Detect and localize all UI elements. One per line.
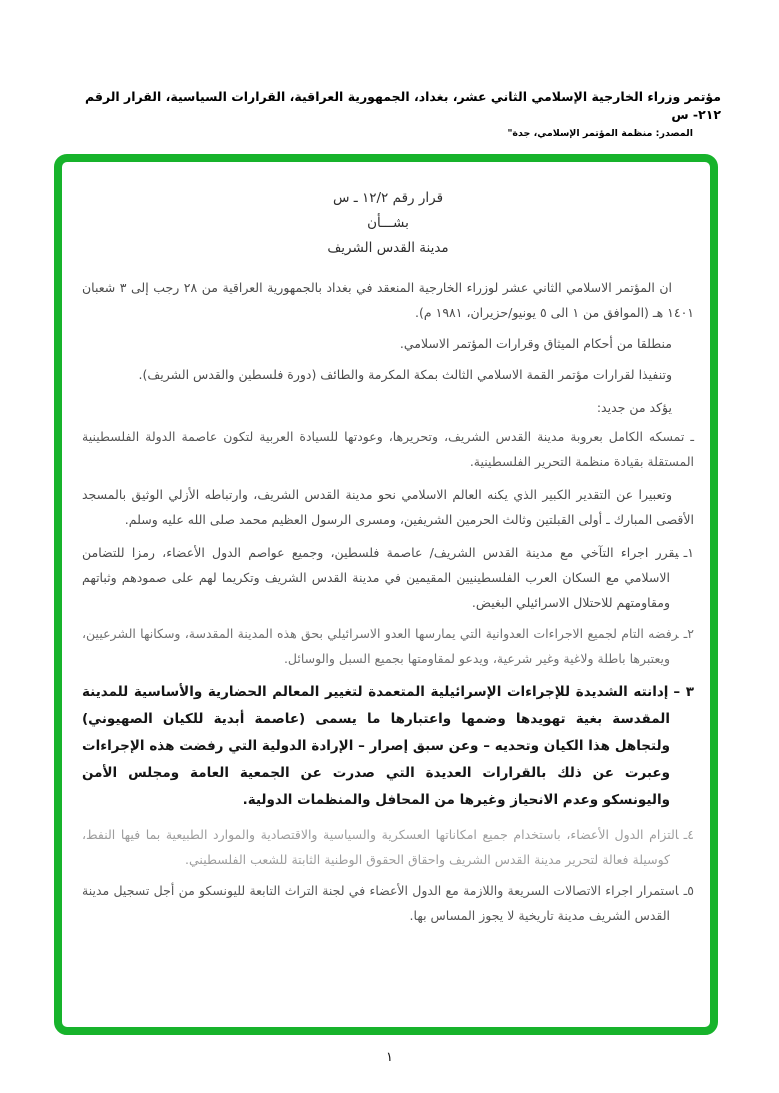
item-4-text: التزام الدول الأعضاء، باستخدام جميع امكاناتها العسكرية والسياسية والاقتصادية والموارد الطبيعية بما فيها النفط، كوسيلة فعالة لتحرير مدينة القدس الشريف واحقاق الحقوق الوطنية الثابتة للشعب الفلسطيني.: [82, 827, 679, 867]
tribute-paragraph: وتعبيرا عن التقدير الكبير الذي يكنه العالم الاسلامي نحو مدينة القدس الشريف، وارتباطه الأزلي الوثيق بالمسجد الأقصى المبارك ـ أولى القبلتين وثالث الحرمين الشريفين، ومسرى الرسول العظيم محمد صلى الله عليه وسلم.: [82, 487, 694, 527]
item-1-text: يقرر اجراء التآخي مع مدينة القدس الشريف/ عاصمة فلسطين، وجميع عواصم الدول الأعضاء، رمزا للتضامن الاسلامي مع السكان العرب الفلسطينيين المقيمين في مدينة القدس الشريف وتكريما لهم على صمودهم وثباتهم ومقاومتهم للاحتلال الاسرائيلي البغيض.: [82, 545, 679, 610]
preamble-charter-paragraph: منطلقا من أحكام الميثاق وقرارات المؤتمر الاسلامي.: [399, 336, 672, 351]
preamble-summit-paragraph: وتنفيذا لقرارات مؤتمر القمة الاسلامي الثالث بمكة المكرمة والطائف (دورة فلسطين والقدس الشريف).: [138, 367, 672, 382]
resolution-item-4: [82, 822, 694, 872]
green-highlight-frame: [54, 154, 718, 1035]
reaffirm-heading: يؤكد من جديد:: [596, 400, 672, 415]
item-5-text: استمرار اجراء الاتصالات السريعة واللازمة مع الدول الأعضاء في لجنة التراث التابعة لليونسكو من أجل تسجيل مدينة القدس الشريف مدينة تاريخية لا يجوز المساس بها.: [82, 883, 679, 923]
item-1-number: ١ـ: [683, 545, 694, 560]
item-3-text: إدانته الشديدة للإجراءات الإسرائيلية المتعمدة لتغيير المعالم الحضارية والأساسية للمدينة المقدسة بغية تهويدها وضمها واعتبارها ما يسمى (عاصمة أبدية للكيان الصهيوني) ولتجاهل هذا الكيان وتحديه – وعن سبق إصرار – الإرادة الدولية التي رفضت هذه الإجراءات وعبرت عن ذلك بالقرارات العديدة التي صدرت عن الجمعية العامة ومجلس الأمن واليونسكو وعدم الانحياز وغيرها من المحافل والمنظمات الدولية.: [82, 684, 670, 808]
resolution-subject-line: مدينة القدس الشريف: [327, 240, 449, 256]
header-conference-title: مؤتمر وزراء الخارجية الإسلامي الثاني عشر، بغداد، الجمهورية العراقية، القرارات السياسية، القرار الرقم ٢١٢- س: [84, 89, 721, 122]
reaffirm-bullet-paragraph: ـ تمسكه الكامل بعروبة مدينة القدس الشريف، وتحريرها، وعودتها للسيادة العربية لتكون عاصمة الدولة الفلسطينية المستقلة بقيادة منظمة التحرير الفلسطينية.: [82, 429, 694, 469]
preamble-session-paragraph: ان المؤتمر الاسلامي الثاني عشر لوزراء الخارجية المنعقد في بغداد بالجمهورية العراقية من ٢٨ رجب إلى ٣ شعبان ١٤٠١ هـ (الموافق من ١ الى ٥ يونيو/حزيران، ١٩٨١ م).: [82, 280, 694, 320]
resolution-body: [62, 162, 710, 936]
resolution-item-2: [82, 621, 694, 671]
resolution-regarding-line: بشـــأن: [367, 215, 409, 231]
resolution-number-line: قرار رقم ١٢/٢ ـ س: [332, 190, 444, 206]
item-2-text: رفضه التام لجميع الاجراءات العدوانية التي يمارسها العدو الاسرائيلي بحق هذه المدينة المقدسة، وسكانها الشرعيين، ويعتبرها باطلة ولاغية وغير شرعية، ويدعو لمقاومتها بجميع السبل والوسائل.: [82, 626, 679, 666]
page-number: ١: [386, 1050, 393, 1065]
resolution-item-5: [82, 878, 694, 928]
header-source-line: المصدر: منظمة المؤتمر الإسلامي، جدة": [507, 128, 693, 139]
document-header: [58, 88, 721, 139]
item-4-number: ٤ـ: [683, 827, 694, 842]
resolution-title-block: [82, 186, 694, 261]
item-5-number: ٥ـ: [683, 883, 694, 898]
item-2-number: ٢ـ: [683, 626, 694, 641]
resolution-item-1: [82, 540, 694, 615]
item-3-number: ٣ –: [673, 684, 694, 700]
resolution-item-3: [82, 679, 694, 814]
